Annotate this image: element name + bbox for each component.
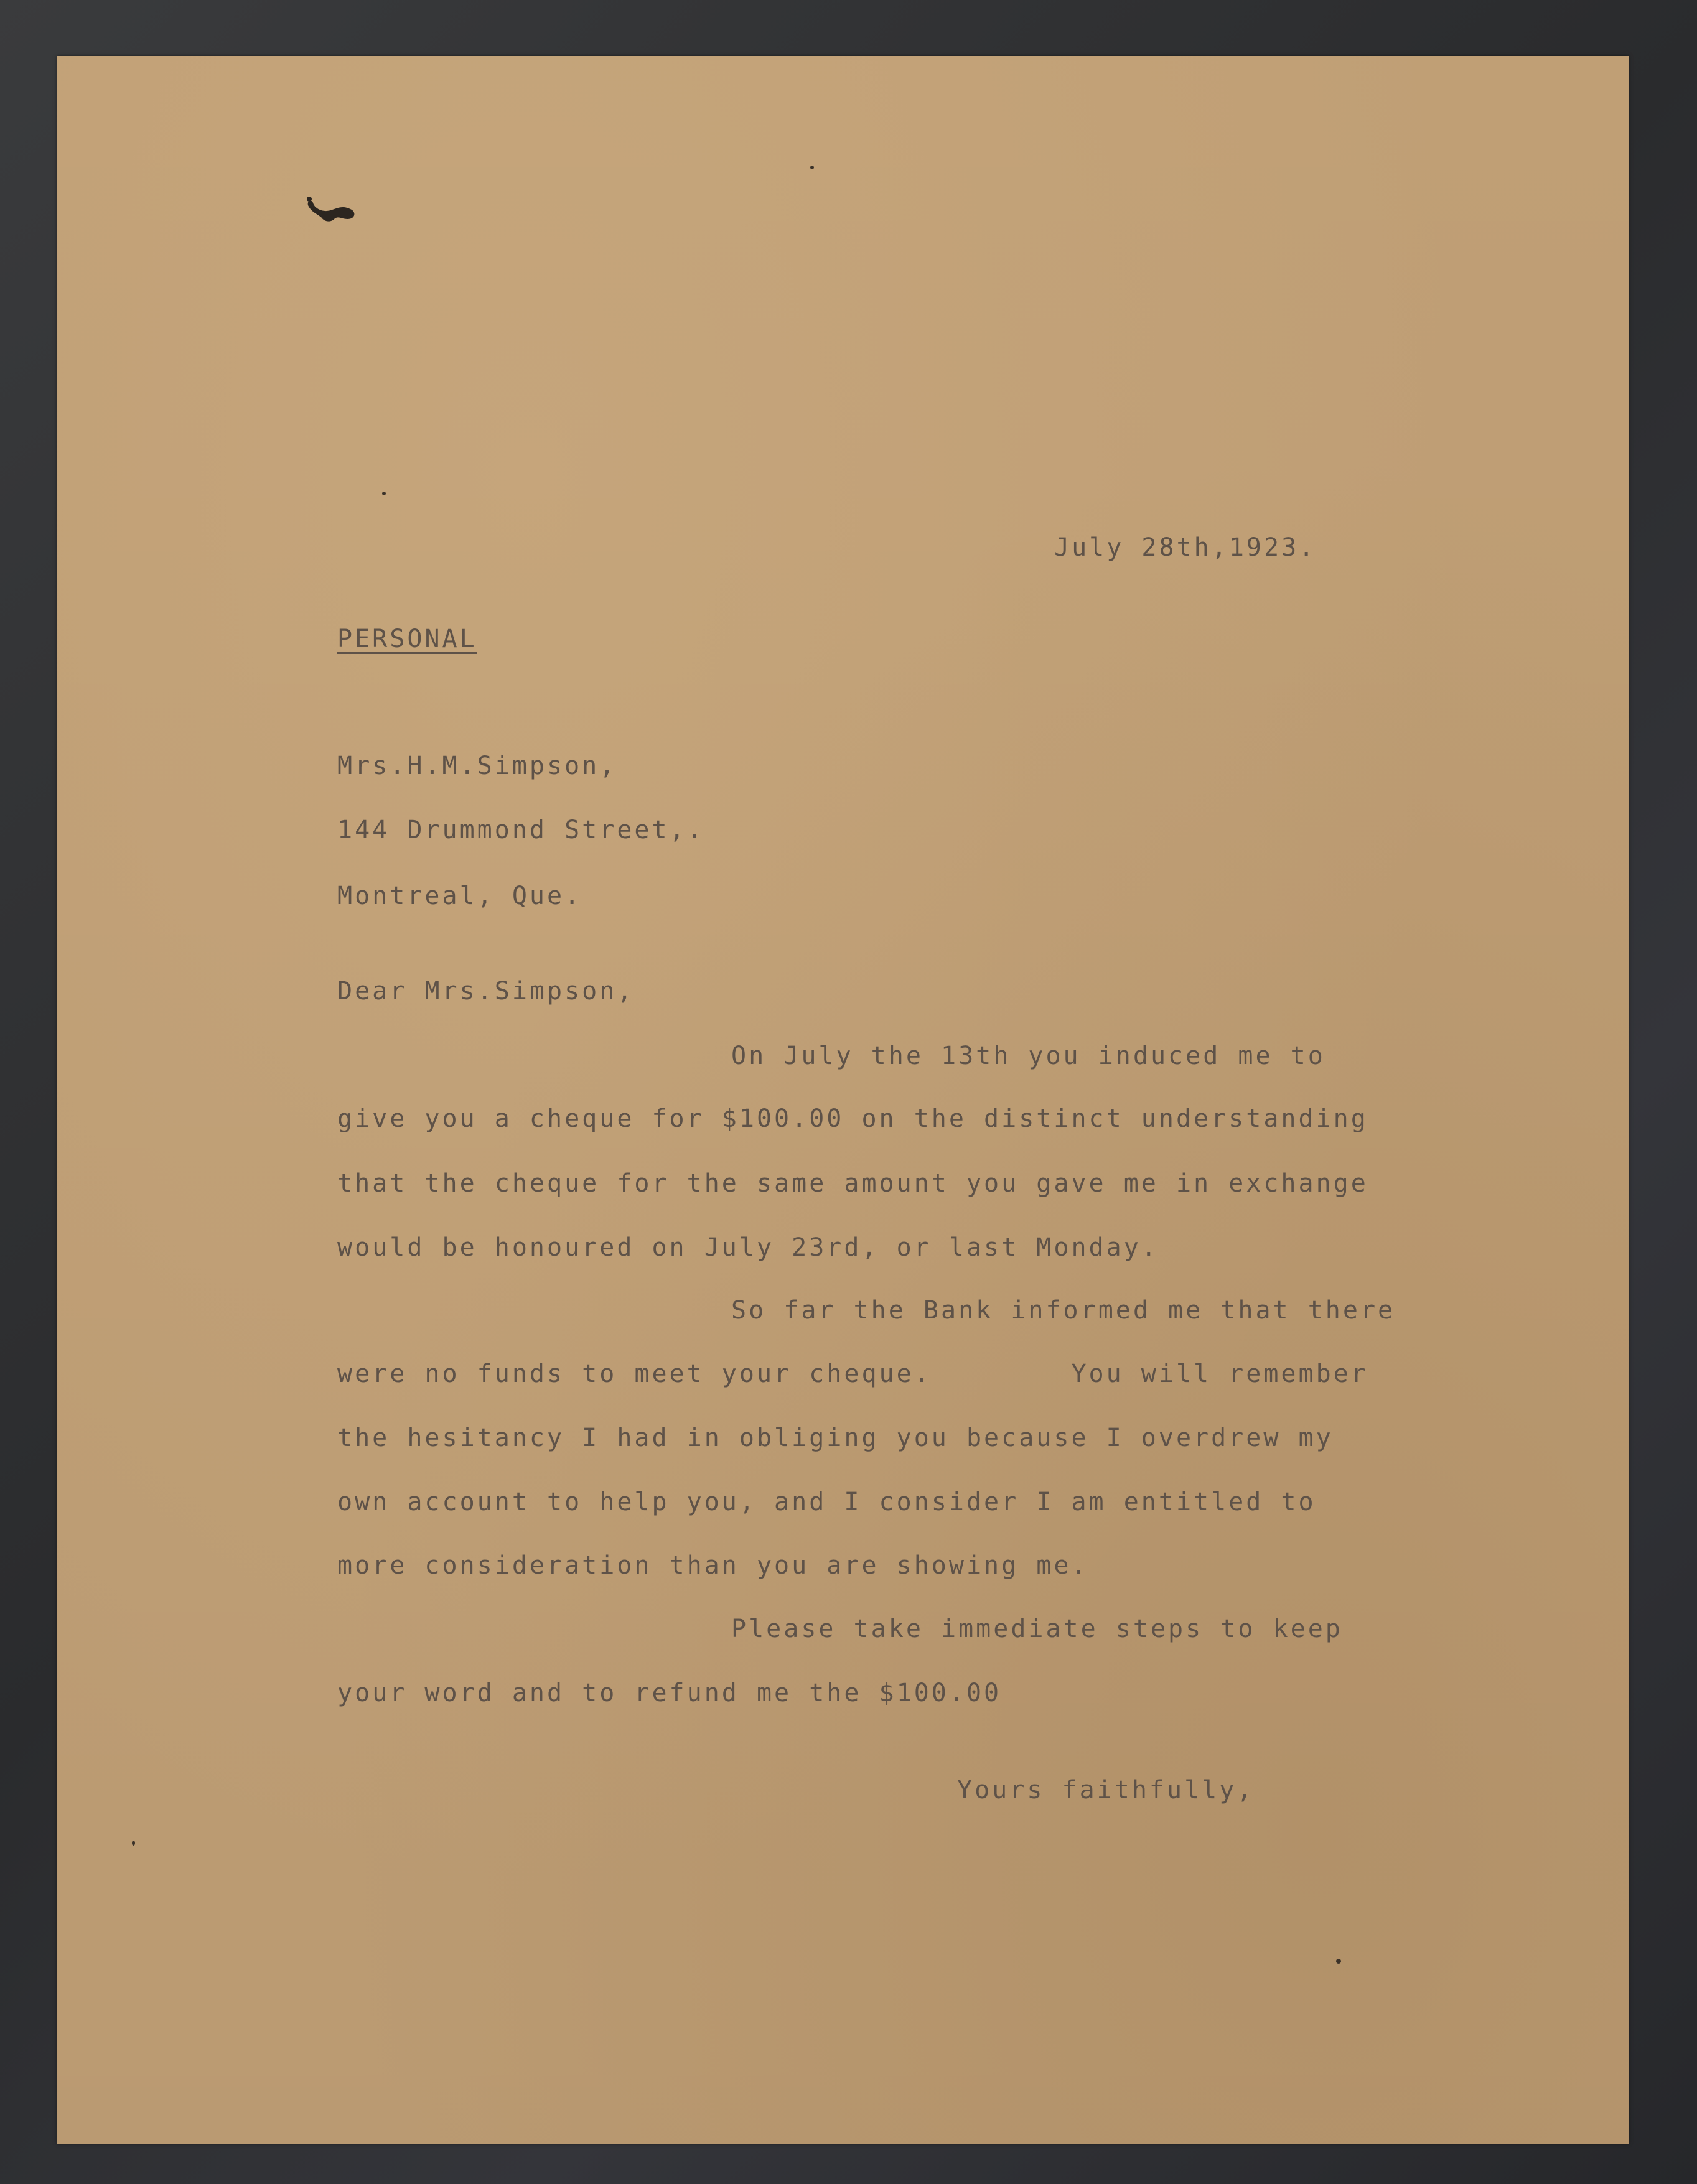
body-line: were no funds to meet your cheque. You will remember: [337, 1360, 1368, 1388]
body-line: Please take immediate steps to keep: [731, 1615, 1343, 1643]
paper-speck: [1336, 1959, 1341, 1964]
recipient-city: Montreal, Que.: [337, 882, 582, 910]
letter-page: [57, 56, 1629, 2144]
paper-speck: [382, 492, 386, 495]
body-line: give you a cheque for $100.00 on the distinct understanding: [337, 1104, 1368, 1133]
body-line: more consideration than you are showing me.: [337, 1551, 1089, 1580]
body-line: On July the 13th you induced me to: [731, 1042, 1325, 1070]
closing: Yours faithfully,: [957, 1776, 1255, 1804]
body-line: the hesitancy I had in obliging you because I overdrew my: [337, 1424, 1334, 1452]
paper-speck: [810, 166, 814, 169]
body-line: would be honoured on July 23rd, or last Monday.: [337, 1233, 1159, 1262]
ink-blot-mark: [303, 194, 359, 231]
letter-date: July 28th,1923.: [1054, 533, 1317, 562]
body-line: that the cheque for the same amount you gave me in exchange: [337, 1169, 1368, 1198]
recipient-name: Mrs.H.M.Simpson,: [337, 752, 617, 780]
recipient-street: 144 Drummond Street,.: [337, 816, 704, 844]
paper-speck: [132, 1841, 135, 1846]
salutation: Dear Mrs.Simpson,: [337, 977, 635, 1006]
body-line: own account to help you, and I consider I am entitled to: [337, 1488, 1316, 1516]
body-line: So far the Bank informed me that there: [731, 1296, 1396, 1325]
body-line: your word and to refund me the $100.00: [337, 1679, 1002, 1707]
personal-marking: PERSONAL: [337, 625, 477, 653]
